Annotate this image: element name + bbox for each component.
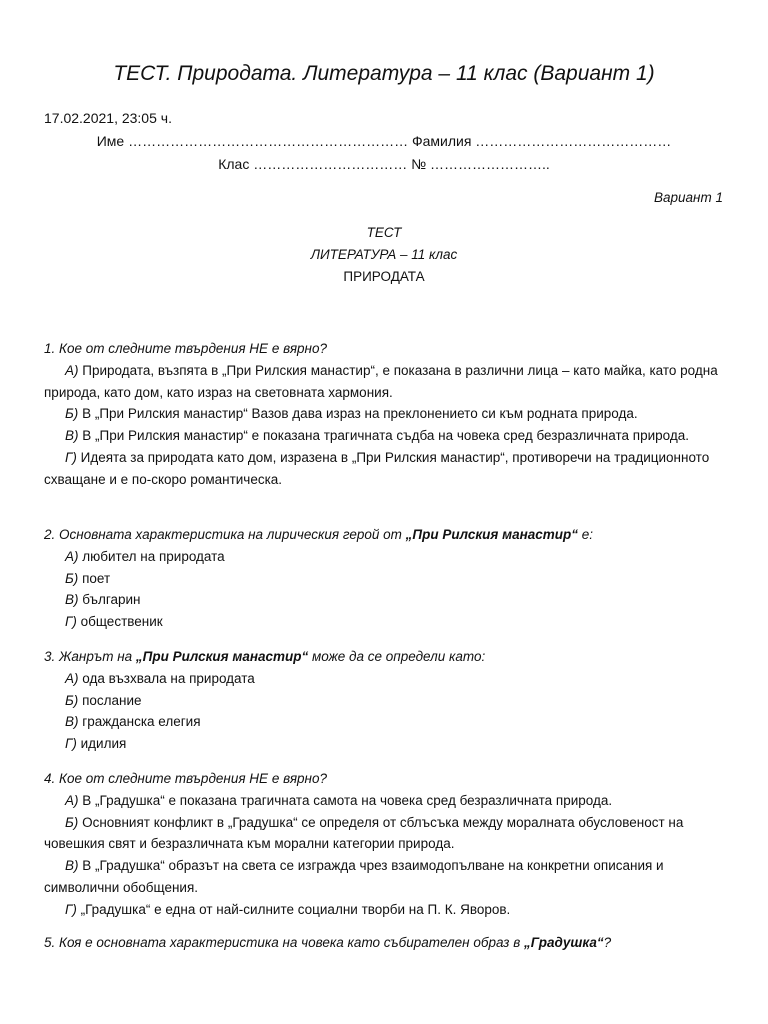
question-text: 5. Коя е основната характеристика на човека като събирателен образ в „Градушка“?: [44, 935, 612, 950]
option-a: А) Природата, възпята в „При Рилския манастир“, е показана в различни лица – като майка, като родна природа, като дом, като израз на световната хармония.: [44, 362, 718, 400]
option-c: В) В „При Рилския манастир“ е показана трагичната съдба на човека сред безразличната природа.: [65, 428, 689, 444]
question-5: [44, 932, 724, 954]
question-3: [44, 646, 724, 755]
date-stamp: 17.02.2021, 23:05 ч.: [44, 110, 172, 126]
option-c: В) гражданска елегия: [65, 714, 201, 730]
option-d: Г) „Градушка“ е една от най-силните социални творби на П. К. Яворов.: [65, 901, 511, 917]
question-text: 4. Кое от следните твърдения НЕ е вярно?: [44, 771, 327, 786]
option-c: В) В „Градушка“ образът на света се изгражда чрез взаимодопълване на конкретни описания и символични обобщения.: [44, 858, 664, 895]
name-fields-line: Име …………………………………………………… Фамилия ……………………………………: [96, 133, 672, 149]
document-title: ТЕСТ. Природата. Литература – 11 клас (Вариант 1): [113, 62, 655, 85]
option-a: А) ода възхвала на природата: [65, 670, 255, 686]
option-a: А) В „Градушка“ е показана трагичната самота на човека сред безразличната природа.: [65, 792, 613, 808]
option-b: Б) послание: [65, 692, 142, 708]
header-subject: ЛИТЕРАТУРА – 11 клас: [310, 247, 458, 262]
question-text: 2. Основната характеристика на лирическия герой от „При Рилския манастир“ е:: [44, 527, 594, 542]
option-d: Г) идилия: [65, 736, 127, 752]
option-b: Б) поет: [65, 570, 111, 586]
question-text: 3. Жанрът на „При Рилския манастир“ може да се определи като:: [44, 649, 486, 664]
work-title: „Градушка“: [524, 935, 604, 950]
option-d: Г) общественик: [65, 614, 163, 630]
option-b: Б) В „При Рилския манастир“ Вазов дава израз на преклонението си към родната природа.: [65, 406, 638, 422]
class-fields-line: Клас …………………………… № ……………………..: [218, 156, 550, 172]
option-b: Б) Основният конфликт в „Градушка“ се определя от сблъсъка между моралната обусловеност на човешкия свят и безразличната към морални категории природа.: [44, 814, 684, 852]
header-test: ТЕСТ: [366, 225, 402, 240]
question-4: [44, 768, 724, 921]
question-1: [44, 338, 724, 491]
variant-label: Вариант 1: [654, 190, 723, 205]
question-text: 1. Кое от следните твърдения НЕ е вярно?: [44, 341, 327, 356]
work-title: „При Рилския манастир“: [135, 649, 309, 664]
work-title: „При Рилския манастир“: [405, 527, 579, 542]
option-c: В) българин: [65, 592, 141, 608]
option-d: Г) Идеята за природата като дом, изразена в „При Рилския манастир“, противоречи на традиционното схващане и е по-скоро романтическа.: [44, 449, 710, 487]
option-a: А) любител на природата: [65, 548, 225, 564]
question-2: [44, 524, 724, 633]
header-topic: ПРИРОДАТА: [343, 269, 425, 284]
